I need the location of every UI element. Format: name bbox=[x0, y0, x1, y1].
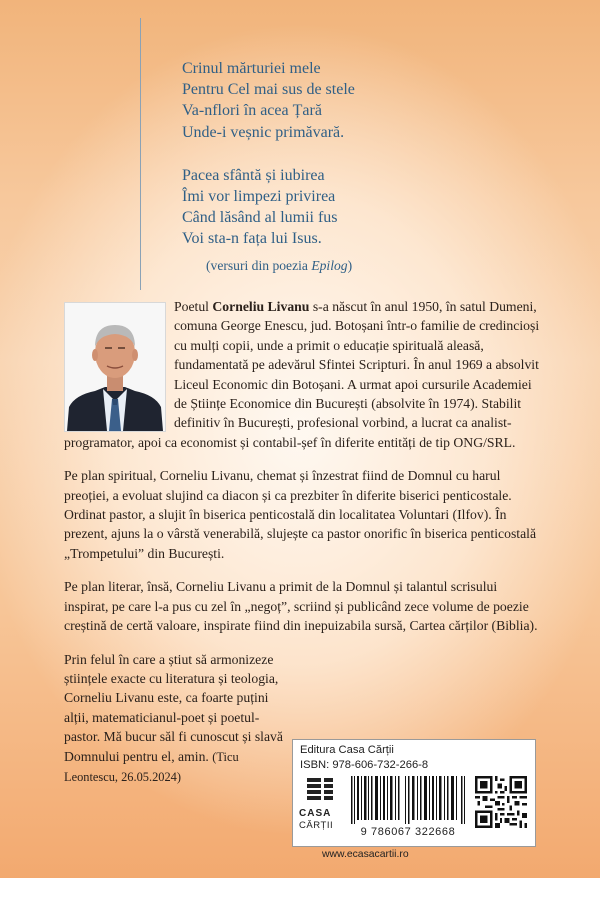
poem-line: Pentru Cel mai sus de stele bbox=[182, 81, 355, 99]
poem-line: Va-nflori în acea Țară bbox=[182, 102, 322, 120]
signature: (Ticu Leontescu, 26.05.2024) bbox=[64, 749, 239, 784]
logo-text-cartii: CĂRȚII bbox=[299, 820, 334, 831]
bio-paragraph-3: Pe plan literar, însă, Corneliu Livanu a primit de la Domnul și talantul scrisului inspirat, pe care l-a pus cu zel în „negoț”, scriind și publicând zece volume de poezie creștină de certă valoare, inspirate fiind din inepuizabila sursă, Cartea cărților (Biblia). bbox=[64, 579, 538, 634]
decorative-vertical-line bbox=[140, 18, 141, 290]
caption-title: Epilog bbox=[311, 258, 348, 273]
bio-p1-start: Poetul bbox=[174, 299, 213, 314]
poem-stanza-1 bbox=[182, 58, 542, 143]
author-biography bbox=[64, 297, 542, 801]
bio-p4-text: Prin felul în care a știut să armonizeze științele exacte cu literatura și teologia, Corneliu Livanu este, ca foarte puțini alții, matematicianul-poet și poetul-pastor. Mă bucur săl fi cunoscut și slavă Domnului pentru el, amin. bbox=[64, 651, 283, 764]
author-name: Corneliu Livanu bbox=[212, 299, 310, 314]
poem-line: Crinul mărturiei mele bbox=[182, 60, 321, 77]
poem-excerpt bbox=[182, 58, 542, 250]
bio-paragraph-2: Pe plan spiritual, Corneliu Livanu, chemat și înzestrat fiind de Domnul cu harul preoției, a evoluat slujind ca diacon și ca prezbiter în diferite biserici penticostale. Ordinat pastor, a slujit în biserica penticostală din localitatea Voluntari (Ilfov). În prezent, ajuns la o vârstă venerabilă, slujește ca pastor onorific în biserica penticostală „Trompetului” din București. bbox=[64, 468, 537, 561]
caption-suffix: ) bbox=[347, 258, 353, 273]
publisher-name: Editura Casa Cărții bbox=[300, 744, 394, 756]
barcode-number: 9 786067 322668 bbox=[360, 826, 456, 838]
poem-line: Pacea sfântă și iubirea bbox=[182, 166, 325, 184]
barcode-icon bbox=[349, 776, 467, 824]
poem-line: Când lăsând al lumii fus bbox=[182, 209, 338, 227]
isbn: ISBN: 978-606-732-266-8 bbox=[300, 759, 429, 771]
caption-prefix: (versuri din poezia bbox=[206, 258, 312, 273]
poem-line: Unde-i veșnic primăvară. bbox=[182, 123, 345, 141]
barcode-spacer bbox=[292, 650, 542, 748]
bio-paragraph-1 bbox=[64, 297, 542, 452]
bio-p1-rest: s-a născut în anul 1950, în satul Dumeni, comuna George Enescu, jud. Botoșani într-o familie de credincioși cu mulți copii, unde a primit o educație spirituală aleasă, fundamentată pe adevărul Sfintei Scripturi. În anul 1969 a absolvit Liceul Economic din Botoșani. A urmat apoi cursurile Academiei de Științe Economice din București (absolvite în 1974). Stabilit definitiv în București, profesional vorbind, a lucrat ca analist-programator, apoi ca economist și contabil-șef în diferite entități de tip ONG/SRL. bbox=[64, 299, 540, 450]
publisher-website: www.ecasacartii.ro bbox=[322, 849, 409, 860]
qr-code-icon bbox=[475, 776, 527, 828]
poem-line: Îmi vor limpezi privirea bbox=[182, 188, 336, 206]
poem-caption bbox=[206, 258, 352, 274]
logo-text-casa: CASA bbox=[299, 808, 332, 819]
publisher-box bbox=[292, 739, 536, 847]
bottom-white-band bbox=[0, 878, 600, 900]
poem-line: Voi sta-n fața lui Isus. bbox=[182, 230, 322, 248]
photo-spacer bbox=[64, 297, 174, 429]
poem-stanza-2 bbox=[182, 165, 542, 250]
